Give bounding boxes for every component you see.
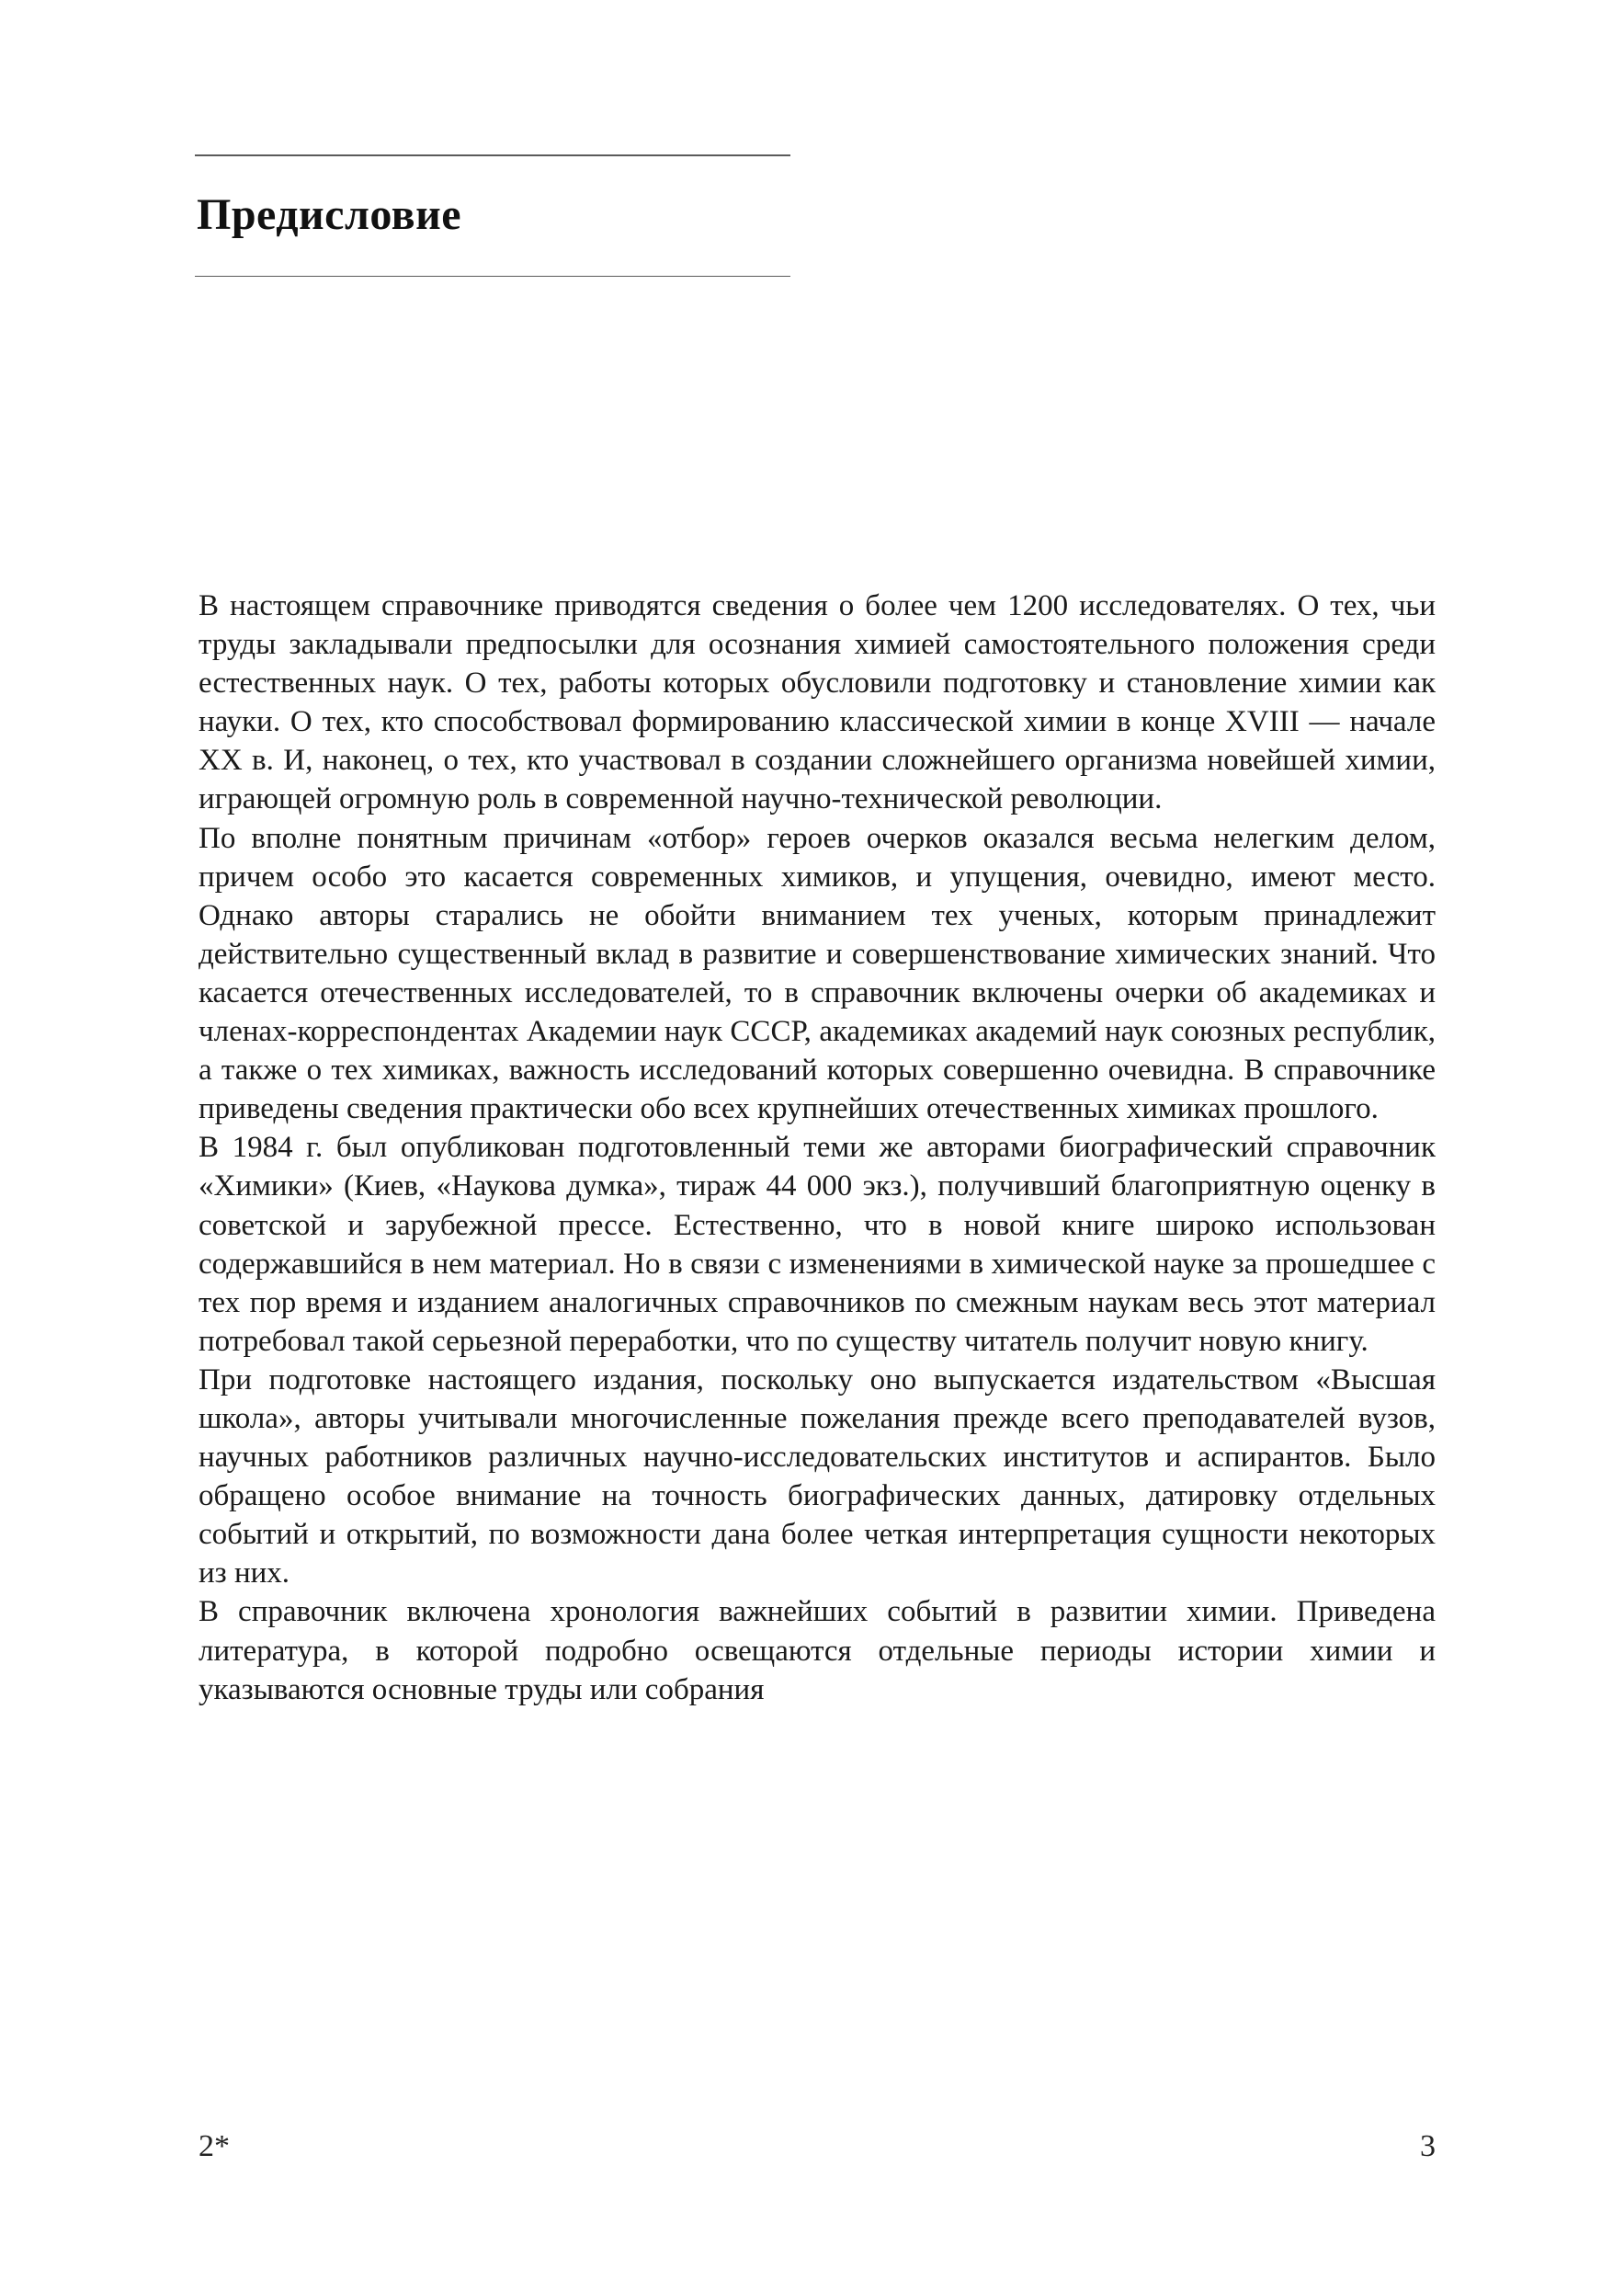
paragraph-1: В настоящем справочнике приводятся сведения о более чем 1200 исследователях. О тех, чьи труды закладывали предпосылки для осознания химией самостоятельного положения среди естественных наук. О тех, работы которых обусловили подготовку и становление химии как науки. О тех, кто способствовал формированию классической химии в конце XVIII — начале XX в. И, наконец, о тех, кто участвовал в создании сложнейшего организма новейшей химии, играющей огромную роль в современной научно-технической революции. [199, 589, 1436, 816]
paragraph-3: В 1984 г. был опубликован подготовленный теми же авторами биографический справочник «Химики» (Киев, «Наукова думка», тираж 44 000 экз.), получивший благоприятную оценку в советской и зарубежной прессе. Естественно, что в новой книге широко использован содержавшийся в нем материал. Но в связи с изменениями в химической науке за прошедшее с тех пор время и изданием аналогичных справочников по смежным наукам весь этот материал потребовал такой серьезной переработки, что по существу читатель получит новую книгу. [199, 1131, 1436, 1358]
body-text [199, 587, 1436, 1709]
paragraph-4: При подготовке настоящего издания, поскольку оно выпускается издательством «Высшая школа», авторы учитывали многочисленные пожелания прежде всего преподавателей вузов, научных работников различных научно-исследовательских институтов и аспирантов. Было обращено особое внимание на точность биографических данных, датировку отдельных событий и открытий, по возможности дана более четкая интерпретация сущности некоторых из них. [199, 1362, 1436, 1590]
paragraph-5: В справочник включена хронология важнейших событий в развитии химии. Приведена литература, в которой подробно освещаются отдельные периоды истории химии и указываются основные труды или собрания [199, 1595, 1436, 1706]
page-number: 3 [1420, 2129, 1436, 2163]
title-top-rule [195, 154, 790, 156]
paragraph-2: По вполне понятным причинам «отбор» героев очерков оказался весьма нелегким делом, причем особо это касается современных химиков, и упущения, очевидно, имеют место. Однако авторы старались не обойти вниманием тех ученых, которым принадлежит действительно существенный вклад в развитие и совершенствование химических знаний. Что касается отечественных исследователей, то в справочник включены очерки об академиках и членах-корреспондентах Академии наук СССР, академиках академий наук союзных республик, а также о тех химиках, важность исследований которых совершенно очевидна. В справочнике приведены сведения практически обо всех крупнейших отечественных химиках прошлого. [199, 821, 1436, 1126]
footer-signature: 2* [199, 2129, 230, 2163]
page-title: Предисловие [197, 190, 462, 239]
title-bottom-rule [195, 276, 790, 277]
